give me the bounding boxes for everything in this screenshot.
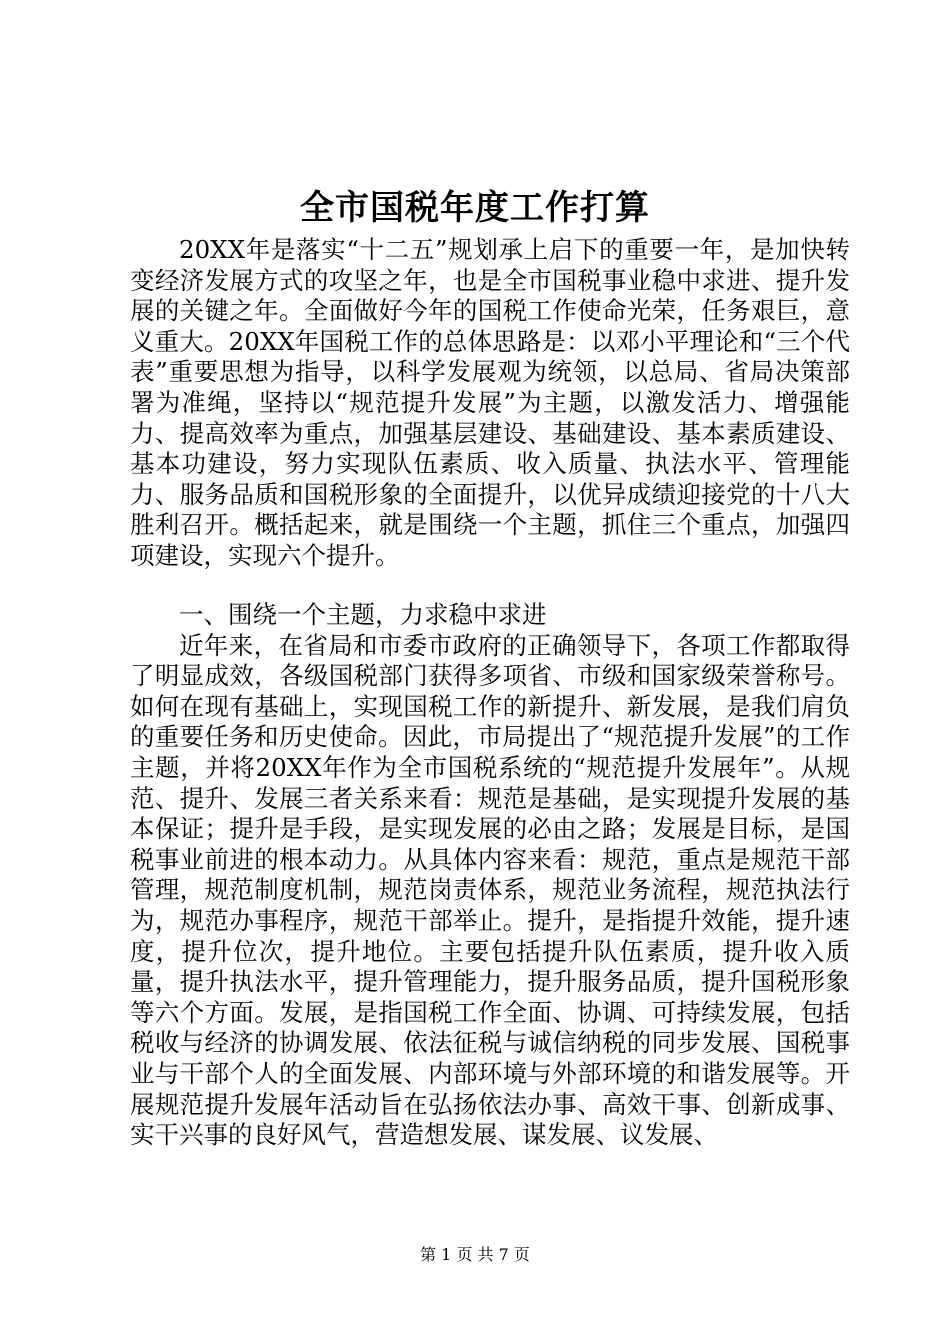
page-footer: 第 1 页 共 7 页 [420,1245,530,1264]
intro-paragraph: 20XX年是落实“十二五”规划承上启下的重要一年，是加快转变经济发展方式的攻坚之年，也是全市国税事业稳中求进、提升发展的关键之年。全面做好今年的国税工作使命光荣，任务艰巨，意义重大。20XX年国税工作的总体思路是：以邓小平理论和“三个代表”重要思想为指导，以科学发展观为统领，以总局、省局决策部署为准绳，坚持以“规范提升发展”为主题，以激发活力、增强能力、提高效率为重点，加强基层建设、基础建设、基本素质建设、基本功建设，努力实现队伍素质、收入质量、执法水平、管理能力、服务品质和国税形象的全面提升，以优异成绩迎接党的十八大胜利召开。概括起来，就是围绕一个主题，抓住三个重点，加强四项建设，实现六个提升。 [130,235,850,570]
section-1-block [130,600,850,1151]
intro-block [130,235,850,572]
document-title: 全市国税年度工作打算 [300,188,650,228]
section-1-heading: 一、围绕一个主题，力求稳中求进 [179,600,547,629]
section-1-paragraph: 近年来，在省局和市委市政府的正确领导下，各项工作都取得了明显成效，各级国税部门获得多项省、市级和国家级荣誉称号。如何在现有基础上，实现国税工作的新提升、新发展，是我们肩负的重要任务和历史使命。因此，市局提出了“规范提升发展”的工作主题，并将20XX年作为全市国税系统的“规范提升发展年”。从规范、提升、发展三者关系来看：规范是基础，是实现提升发展的基本保证；提升是手段，是实现发展的必由之路；发展是目标，是国税事业前进的根本动力。从具体内容来看：规范，重点是规范干部管理，规范制度机制，规范岗责体系，规范业务流程，规范执法行为，规范办事程序，规范干部举止。提升，是指提升效能，提升速度，提升位次，提升地位。主要包括提升队伍素质，提升收入质量，提升执法水平，提升管理能力，提升服务品质，提升国税形象等六个方面。发展，是指国税工作全面、协调、可持续发展，包括税收与经济的协调发展、依法征税与诚信纳税的同步发展、国税事业与干部个人的全面发展、内部环境与外部环境的和谐发展等。开展规范提升发展年活动旨在弘扬依法办事、高效干事、创新成事、实干兴事的良好风气，营造想发展、谋发展、议发展、 [130,630,850,1150]
